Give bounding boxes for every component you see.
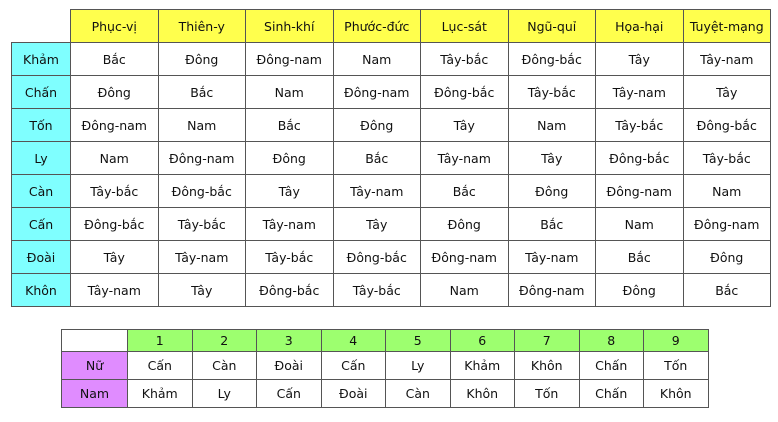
direction-table-body xyxy=(12,43,771,307)
column-header: 3 xyxy=(257,330,322,352)
table-cell: Bắc xyxy=(683,274,771,307)
table-cell: Cấn xyxy=(321,352,386,380)
column-header: 5 xyxy=(386,330,451,352)
row-header: Càn xyxy=(12,175,71,208)
table-cell: Bắc xyxy=(71,43,159,76)
table-row xyxy=(12,208,771,241)
table-cell: Đông-nam xyxy=(683,208,771,241)
table-cell: Bắc xyxy=(508,208,596,241)
corner-cell xyxy=(62,330,128,352)
table-cell: Tây-nam xyxy=(508,241,596,274)
column-header: 1 xyxy=(128,330,193,352)
table-cell: Đông-nam xyxy=(71,109,159,142)
column-header: Sinh-khí xyxy=(246,10,334,43)
table-cell: Đông-bắc xyxy=(71,208,159,241)
number-table-body xyxy=(62,352,709,408)
table-cell: Đoài xyxy=(321,380,386,408)
table-cell: Tây xyxy=(508,142,596,175)
table-row xyxy=(12,175,771,208)
table-cell: Tốn xyxy=(644,352,709,380)
table-cell: Tây-bắc xyxy=(508,76,596,109)
table-cell: Tây-nam xyxy=(683,43,771,76)
table-cell: Đông-bắc xyxy=(596,142,684,175)
table-cell: Nam xyxy=(158,109,246,142)
table-cell: Tây xyxy=(683,76,771,109)
table-cell: Ly xyxy=(192,380,257,408)
table-cell: Tây-bắc xyxy=(596,109,684,142)
table-cell: Bắc xyxy=(246,109,334,142)
table-cell: Bắc xyxy=(158,76,246,109)
table-cell: Đông-nam xyxy=(421,241,509,274)
table-cell: Đông-nam xyxy=(333,76,421,109)
table-cell: Tây xyxy=(333,208,421,241)
table-cell: Tây-bắc xyxy=(246,241,334,274)
table-row xyxy=(62,380,709,408)
table-row xyxy=(12,142,771,175)
table-cell: Đông-nam xyxy=(508,274,596,307)
column-header: Lục-sát xyxy=(421,10,509,43)
column-header: Tuyệt-mạng xyxy=(683,10,771,43)
table-cell: Tây-bắc xyxy=(421,43,509,76)
table-cell: Cấn xyxy=(128,352,193,380)
table-cell: Đông xyxy=(508,175,596,208)
column-header: 4 xyxy=(321,330,386,352)
column-header: 8 xyxy=(579,330,644,352)
table-cell: Đông xyxy=(596,274,684,307)
table-cell: Nam xyxy=(71,142,159,175)
table-cell: Đông-bắc xyxy=(421,76,509,109)
table-cell: Tây xyxy=(158,274,246,307)
table-cell: Bắc xyxy=(421,175,509,208)
table-cell: Đông-bắc xyxy=(246,274,334,307)
table-cell: Khảm xyxy=(128,380,193,408)
table-cell: Nam xyxy=(596,208,684,241)
table-cell: Càn xyxy=(386,380,451,408)
column-header: Họa-hại xyxy=(596,10,684,43)
table-cell: Tây-bắc xyxy=(71,175,159,208)
table-cell: Đông xyxy=(333,109,421,142)
table-cell: Nam xyxy=(683,175,771,208)
row-header: Nữ xyxy=(62,352,128,380)
table-cell: Đông-nam xyxy=(246,43,334,76)
table-cell: Chấn xyxy=(579,380,644,408)
column-header: 9 xyxy=(644,330,709,352)
table-row xyxy=(12,241,771,274)
table-cell: Càn xyxy=(192,352,257,380)
table-cell: Nam xyxy=(333,43,421,76)
table-cell: Đông-bắc xyxy=(333,241,421,274)
table-cell: Nam xyxy=(508,109,596,142)
table-cell: Đoài xyxy=(257,352,322,380)
direction-table xyxy=(11,9,771,307)
table-cell: Cấn xyxy=(257,380,322,408)
table-cell: Tốn xyxy=(515,380,580,408)
table-cell: Ly xyxy=(386,352,451,380)
table-cell: Tây xyxy=(421,109,509,142)
column-header: 2 xyxy=(192,330,257,352)
table-cell: Đông xyxy=(71,76,159,109)
table-cell: Đông-nam xyxy=(596,175,684,208)
table-cell: Tây-nam xyxy=(596,76,684,109)
column-header: Phục-vị xyxy=(71,10,159,43)
column-header: 7 xyxy=(515,330,580,352)
table-cell: Khôn xyxy=(644,380,709,408)
row-header: Chấn xyxy=(12,76,71,109)
table-cell: Nam xyxy=(246,76,334,109)
table-cell: Tây-nam xyxy=(71,274,159,307)
table-cell: Tây-nam xyxy=(246,208,334,241)
table-row xyxy=(12,43,771,76)
table-cell: Đông xyxy=(421,208,509,241)
row-header: Tốn xyxy=(12,109,71,142)
table-cell: Tây xyxy=(71,241,159,274)
table-cell: Tây-bắc xyxy=(333,274,421,307)
table-cell: Khôn xyxy=(515,352,580,380)
table-cell: Tây xyxy=(596,43,684,76)
table-cell: Bắc xyxy=(333,142,421,175)
column-header: Phước-đức xyxy=(333,10,421,43)
corner-cell xyxy=(12,10,71,43)
table-cell: Tây xyxy=(246,175,334,208)
table-row xyxy=(12,109,771,142)
table-cell: Đông-nam xyxy=(158,142,246,175)
row-header: Đoài xyxy=(12,241,71,274)
table-cell: Khôn xyxy=(450,380,515,408)
column-header: 6 xyxy=(450,330,515,352)
table-cell: Tây-nam xyxy=(333,175,421,208)
table-cell: Tây-bắc xyxy=(683,142,771,175)
row-header: Khảm xyxy=(12,43,71,76)
table-cell: Đông xyxy=(683,241,771,274)
table-cell: Nam xyxy=(421,274,509,307)
number-table-header xyxy=(62,330,709,352)
table-cell: Đông-bắc xyxy=(158,175,246,208)
table-cell: Tây-nam xyxy=(158,241,246,274)
table-cell: Khảm xyxy=(450,352,515,380)
column-header: Thiên-y xyxy=(158,10,246,43)
row-header: Khôn xyxy=(12,274,71,307)
column-header: Ngũ-quỉ xyxy=(508,10,596,43)
table-cell: Đông xyxy=(158,43,246,76)
table-cell: Đông xyxy=(246,142,334,175)
table-row xyxy=(12,76,771,109)
row-header: Cấn xyxy=(12,208,71,241)
table-cell: Chấn xyxy=(579,352,644,380)
direction-table-header xyxy=(12,10,771,43)
table-cell: Đông-bắc xyxy=(683,109,771,142)
table-cell: Tây-bắc xyxy=(158,208,246,241)
number-table xyxy=(61,329,709,408)
table-cell: Đông-bắc xyxy=(508,43,596,76)
table-cell: Bắc xyxy=(596,241,684,274)
table-row xyxy=(62,352,709,380)
row-header: Nam xyxy=(62,380,128,408)
table-row xyxy=(12,274,771,307)
row-header: Ly xyxy=(12,142,71,175)
table-cell: Tây-nam xyxy=(421,142,509,175)
